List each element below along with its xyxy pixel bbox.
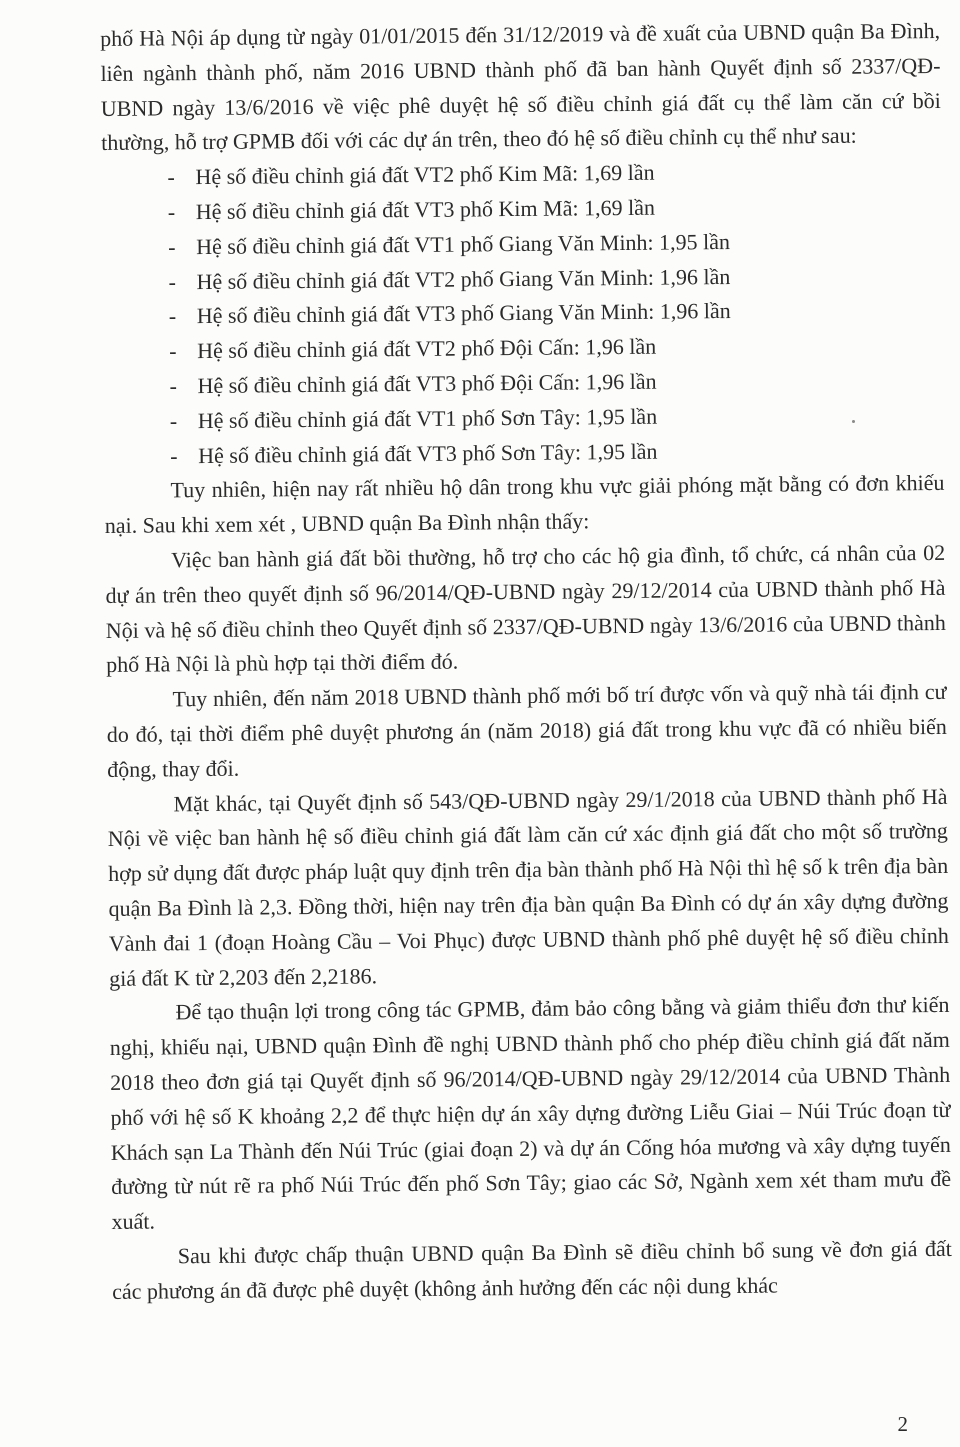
list-item: - Hệ số điều chỉnh giá đất VT2 phố Đội Cấn: 1,96 lần xyxy=(169,327,943,369)
paragraph-intro: phố Hà Nội áp dụng từ ngày 01/01/2015 đến 31/12/2019 và đề xuất của UBND quận Ba Đình, liên ngành thành phố, năm 2016 UBND thành phố đã ban hành Quyết định số 2337/QĐ-UBND ngày 13/6/2016 về việc phê duyệt hệ số điều chỉnh giá đất cụ thể làm căn cứ bồi thường, hỗ trợ GPMB đối với các dự án trên, theo đó hệ số điều chỉnh cụ thể như sau: xyxy=(100,17,941,156)
list-item: - Hệ số điều chỉnh giá đất VT1 phố Sơn Tây: 1,95 lần xyxy=(170,397,944,439)
list-item: - Hệ số điều chỉnh giá đất VT3 phố Sơn Tây: 1,95 lần xyxy=(170,431,944,473)
paragraph-complaints: Tuy nhiên, hiện nay rất nhiều hộ dân trong khu vực giải phóng mặt bằng có đơn khiếu nại. Sau khi xem xét , UBND quận Ba Đình nhận thấy: xyxy=(104,470,945,539)
page-number: 2 xyxy=(897,1412,908,1436)
list-item: - Hệ số điều chỉnh giá đất VT1 phố Giang Văn Minh: 1,95 lần xyxy=(168,223,942,265)
paragraph-after-approval: Sau khi được chấp thuận UBND quận Ba Đình sẽ điều chỉnh bổ sung về đơn giá đất các phương án đã được phê duyệt (không ảnh hưởng đến các nội dung khác xyxy=(112,1235,952,1304)
list-item: - Hệ số điều chỉnh giá đất VT3 phố Giang Văn Minh: 1,96 lần xyxy=(169,292,943,334)
list-item: - Hệ số điều chỉnh giá đất VT2 phố Kim Mã: 1,69 lần xyxy=(167,153,941,195)
paragraph-proposal: Để tạo thuận lợi trong công tác GPMB, đảm bảo công bằng và giảm thiểu đơn thư kiến nghị, khiếu nại, UBND quận Đình đề nghị UBND thành phố cho phép điều chỉnh giá đất năm 2018 theo đơn giá tại Quyết định số 96/2014/QĐ-UBND ngày 29/12/2014 của UBND Thành phố với hệ số K khoảng 2,2 để thực hiện dự án xây dựng đường Liễu Giai – Núi Trúc đoạn từ Khách sạn La Thành đến Núi Trúc (giai đoạn 2) và dự án Cống hóa mương và xây dựng tuyến đường từ nút rẽ ra phố Núi Trúc đến phố Sơn Tây; giao các Sở, Ngành xem xét tham mưu đề xuất. xyxy=(109,992,952,1235)
document-body xyxy=(100,14,952,1309)
list-item: - Hệ số điều chỉnh giá đất VT2 phố Giang Văn Minh: 1,96 lần xyxy=(168,258,942,300)
scan-speck xyxy=(852,420,855,423)
list-item: - Hệ số điều chỉnh giá đất VT3 phố Đội Cấn: 1,96 lần xyxy=(169,362,943,404)
coefficient-list xyxy=(101,153,944,474)
list-item: - Hệ số điều chỉnh giá đất VT3 phố Kim Mã: 1,69 lần xyxy=(168,188,942,230)
paragraph-2018: Tuy nhiên, đến năm 2018 UBND thành phố mới bố trí được vốn và quỹ nhà tái định cư do đó, tại thời điểm phê duyệt phương án (năm 2018) giá đất trong khu vực đã có nhiều biến động, thay đổi. xyxy=(106,679,947,782)
paragraph-decision-543: Mặt khác, tại Quyết định số 543/QĐ-UBND ngày 29/1/2018 của UBND thành phố Hà Nội về việc ban hành hệ số điều chỉnh giá đất làm căn cứ xác định giá đất cho một số trường hợp sử dụng đất được pháp luật quy định trên địa bàn thành phố Hà Nội thì hệ số k trên địa bàn quận Ba Đình là 2,3. Đồng thời, hiện nay trên địa bàn quận Ba Đình có dự án xây dựng đường Vành đai 1 (đoạn Hoàng Cầu – Voi Phục) được UBND thành phố phê duyệt hệ số điều chỉnh giá đất K từ 2,203 đến 2,2186. xyxy=(107,783,949,991)
paragraph-issuance: Việc ban hành giá đất bồi thường, hỗ trợ cho các hộ gia đình, tổ chức, cá nhân của 02 dự án trên theo quyết định số 96/2014/QĐ-UBND ngày 29/12/2014 của UBND thành phố Hà Nội và hệ số điều chỉnh theo Quyết định số 2337/QĐ-UBND ngày 13/6/2016 của UBND thành phố Hà Nội là phù hợp tại thời điểm đó. xyxy=(105,539,946,678)
